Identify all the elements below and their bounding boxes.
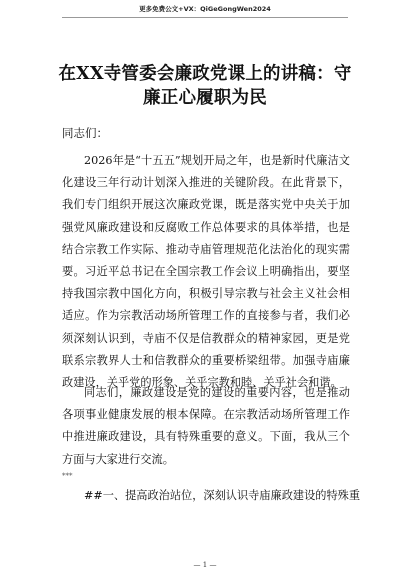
page-header: 更多免费公文+VX：QiGeGongWen2024 xyxy=(139,5,271,13)
body-paragraph: 2026年是“十五五”规划开局之年，也是新时代廉洁文化建设三年行动计划深入推进的关键阶段。在此背景下，我们专门组织开展这次廉政党课，既是落实党中央关于加强党风廉政建设和反腐败工作总体要求的具体举措，也是结合宗教工作实际、推动寺庙管理规范化法治化的现实需要。习近平总书记在全国宗教工作会议上明确指出，要坚持我国宗教中国化方向，积极引导宗教与社会主义社会相适应。作为宗教活动场所管理工作的直接参与者，我们必须深刻认识到，寺庙不仅是信教群众的精神家园，更是党联系宗教界人士和信教群众的重要桥梁纽带。加强寺庙廉政建设，关乎党的形象、关乎宗教和睦、关乎社会和谐。 xyxy=(62,154,350,390)
document-title: 在XX寺管委会廉政党课上的讲稿：守廉正心履职为民 xyxy=(58,64,352,108)
page-number: — 1 — xyxy=(193,561,217,569)
section-heading: ##一、提高政治站位，深刻认识寺庙廉政建设的特殊重 xyxy=(84,489,361,502)
section-separator: *** xyxy=(62,472,73,480)
greeting: 同志们： xyxy=(62,126,108,140)
body-paragraph: 同志们，廉政建设是党的建设的重要内容，也是推动各项事业健康发展的根本保障。在宗教活动场所管理工作中推进廉政建设，具有特殊重要的意义。下面，我从三个方面与大家进行交流。 xyxy=(62,386,350,466)
header-divider xyxy=(62,17,348,18)
